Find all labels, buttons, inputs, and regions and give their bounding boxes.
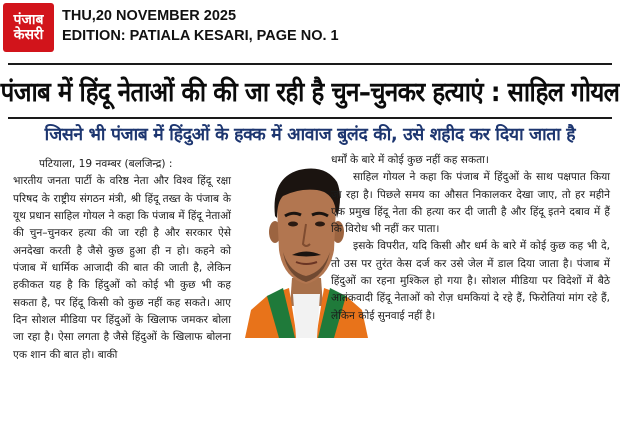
right-para-3: इसके विपरीत, यदि किसी और धर्म के बारे में कोई कुछ कह भी दे, तो उस पर तुरंत केस दर्ज कर उसे जेल में डाल दिया जाता है। पंजाब में हिंदुओं का रहना मुश्किल हो गया है। सोशल मीडिया पर विदेशों में बैठे आतंकवादी हिंदू नेताओं को रोज़ धमकियां दे रहे हैं, फिरोतियां मांग रहे हैं, लेकिन कोई सुनवाई नहीं है। — [331, 240, 610, 322]
masthead-meta — [62, 6, 339, 46]
right-para-2: साहिल गोयल ने कहा कि पंजाब में हिंदुओं के साथ पक्षपात किया जा रहा है। पिछले समय का औसत निकालकर देखा जाए, तो हर महीने एक प्रमुख हिंदू नेता की हत्या कर दी जाती है और हिंदू इतने दबाव में हैं कि विरोध भी नहीं कर पाता। — [331, 171, 610, 236]
headline: पंजाब में हिंदू नेताओं की की जा रही है चुन–चुनकर हत्याएं : साहिल गोयल — [0, 75, 620, 108]
left-column — [13, 156, 231, 364]
publication-date: THU,20 NOVEMBER 2025 — [62, 8, 237, 24]
logo-line2: केसरी — [13, 26, 44, 43]
right-para-1: धर्मों के बारे में कोई कुछ नहीं कह सकता। — [331, 154, 489, 166]
logo-line1: पंजाब — [13, 11, 44, 28]
left-body-text: भारतीय जनता पार्टी के वरिष्ठ नेता और विश्व हिंदू रक्षा परिषद के राष्ट्रीय संगठन मंत्री, श्री हिंदू तख्त के पंजाब के यूथ प्रधान साहिल गोयल ने कहा कि पंजाब में हिंदू नेताओं की चुन–चुनकर हत्या की जा रही है और सरकार ऐसे अनदेखा करती है जैसे कुछ हुआ ही न हो। कहने को पंजाब में धार्मिक आजादी की बात की जाती है, लेकिन हकीकत यह है कि हिंदुओं को कोई भी कुछ भी कह सकता है, पर हिंदू किसी को कुछ नहीं कह सकते। आए दिन सोशल मीडिया पर हिंदुओं के खिलाफ जमकर बोला जा रहा है। ऐसा लगता है जैसे हिंदुओं के खिलाफ बोलना एक शान की बात हो। बाकी — [13, 175, 231, 361]
newspaper-logo — [3, 3, 54, 52]
dateline: पटियाला, 19 नवम्बर (बलजिन्द्र) : — [39, 158, 173, 170]
edition-info: EDITION: PATIALA KESARI, PAGE NO. 1 — [62, 28, 339, 44]
right-column — [331, 152, 610, 325]
subheadline: जिसने भी पंजाब में हिंदुओं के हक्क में आवाज बुलंद की, उसे शहीद कर दिया जाता है — [44, 125, 576, 145]
headline-divider — [8, 117, 612, 119]
